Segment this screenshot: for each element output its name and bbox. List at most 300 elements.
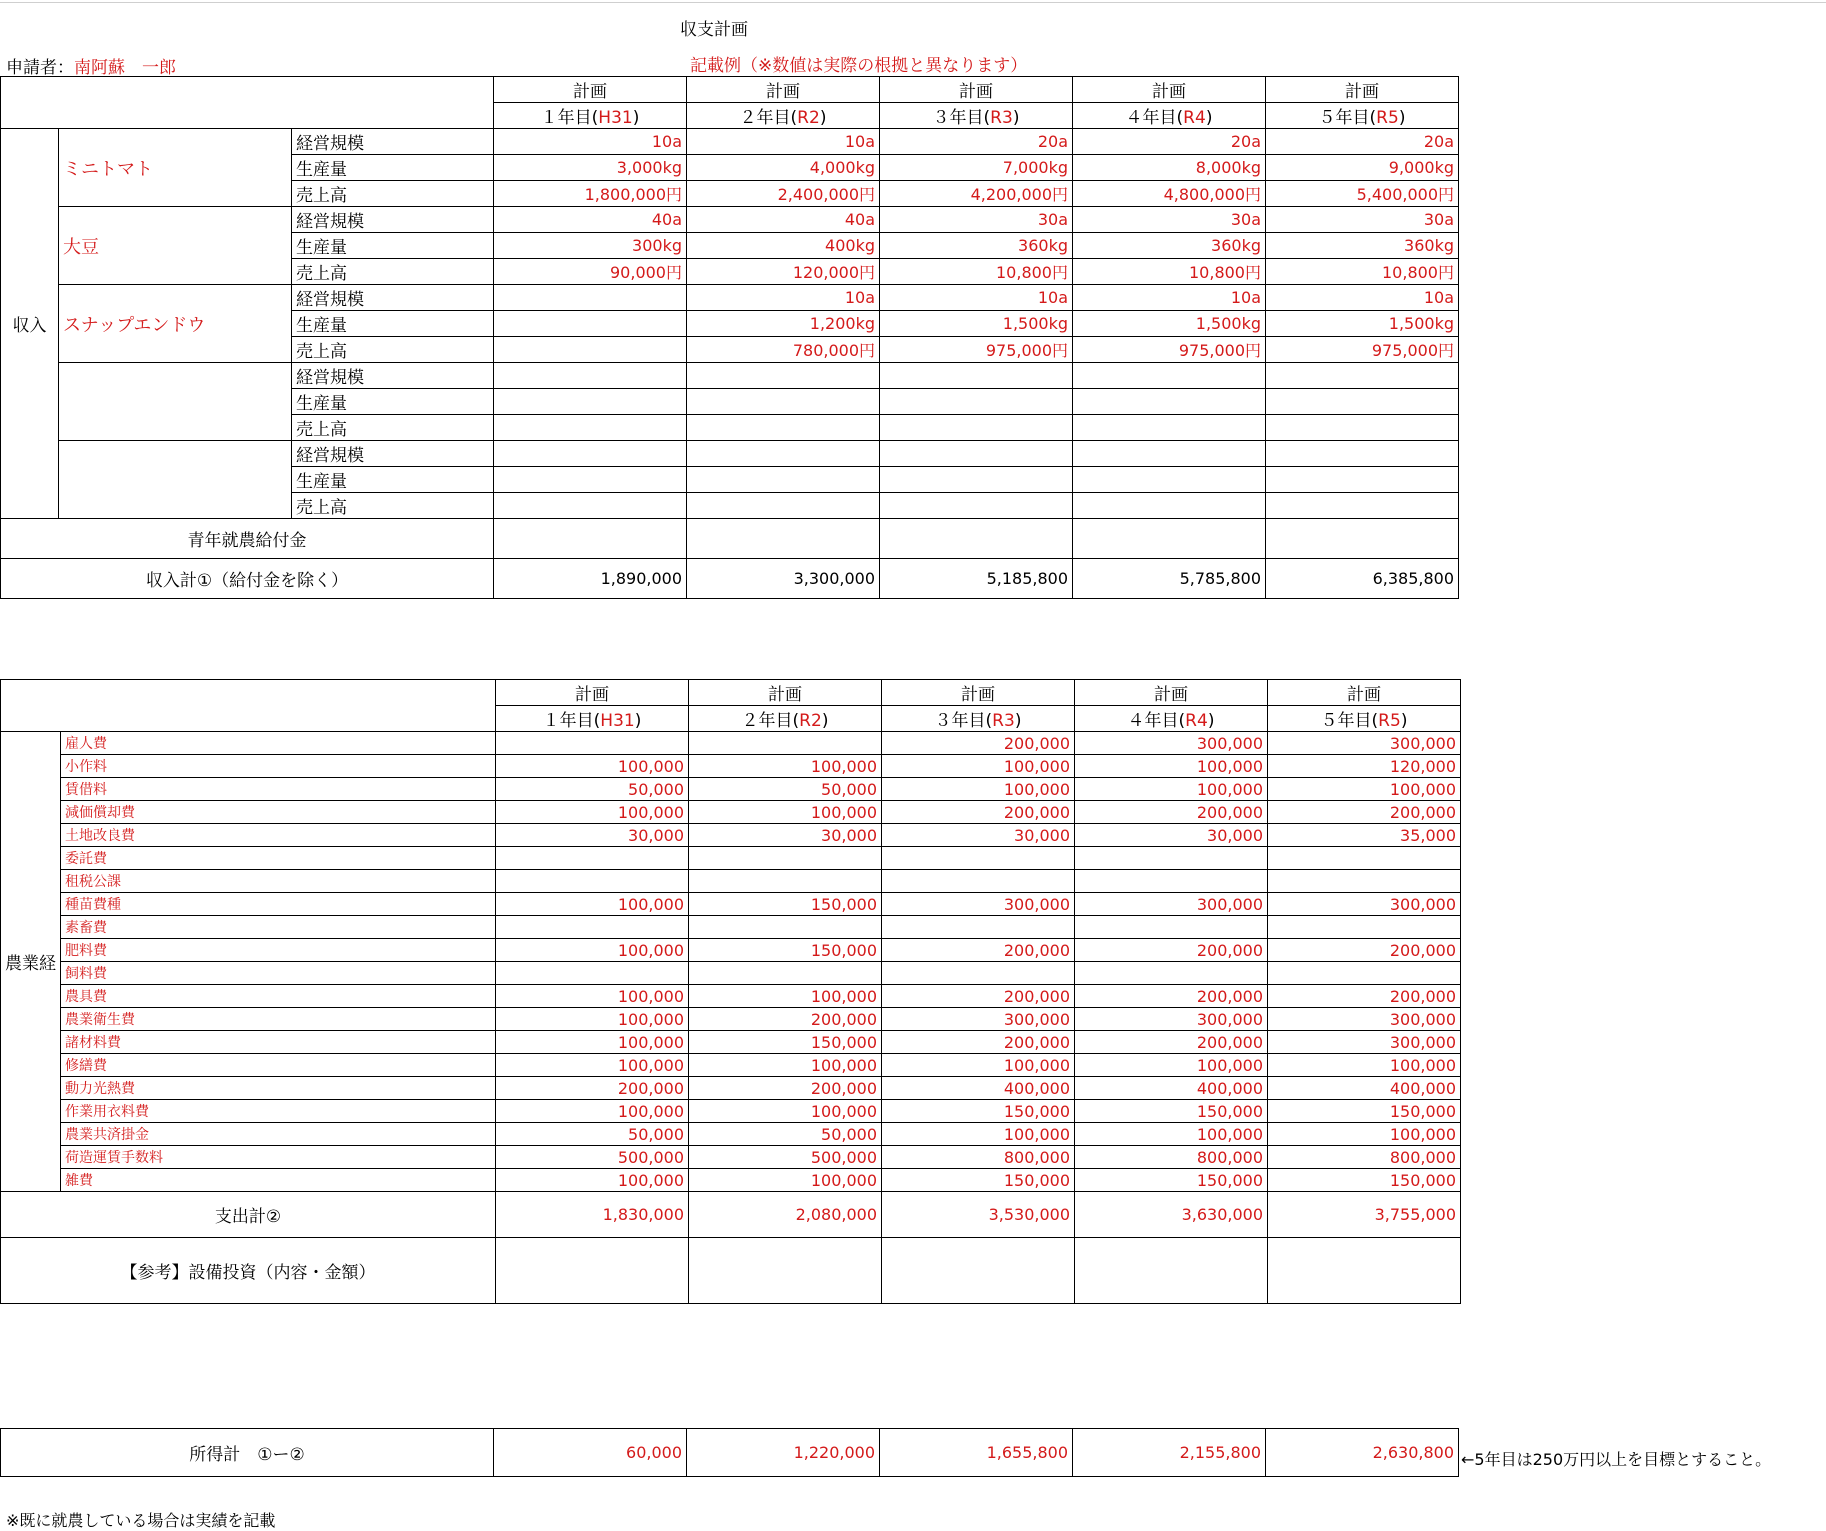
expense-item-value: 30,000: [496, 824, 689, 847]
income-plan-header: 計画: [880, 77, 1073, 103]
expense-year-header: [1268, 706, 1461, 732]
year-label-close: ): [1012, 108, 1020, 128]
expense-item-value: 200,000: [1268, 939, 1461, 962]
year-label: １年目(: [540, 108, 599, 128]
expense-item-label: 農業衛生費: [61, 1008, 496, 1031]
expense-item-value: 50,000: [689, 1123, 882, 1146]
crop-value: [880, 389, 1073, 415]
year-label-close: ): [819, 108, 827, 128]
expense-item-label: 土地改良費: [61, 824, 496, 847]
crop-value: 20a: [880, 129, 1073, 155]
expense-item-value: 100,000: [882, 778, 1075, 801]
crop-value: 3,000kg: [494, 155, 687, 181]
year-label-close: ): [632, 108, 640, 128]
crop-metric-label: 生産量: [292, 389, 494, 415]
crop-value: [494, 467, 687, 493]
expense-item-value: 200,000: [882, 801, 1075, 824]
crop-value: [880, 441, 1073, 467]
year-label: １年目(: [542, 711, 601, 731]
net-income-value: 2,630,800: [1266, 1429, 1459, 1477]
expense-item-value: 300,000: [882, 893, 1075, 916]
expense-item-value: 100,000: [496, 893, 689, 916]
expense-item-value: [689, 962, 882, 985]
crop-value: [687, 389, 880, 415]
expense-item-value: [496, 732, 689, 755]
expense-item-label: 作業用衣料費: [61, 1100, 496, 1123]
crop-value: [880, 363, 1073, 389]
expense-item-value: 100,000: [689, 1054, 882, 1077]
crop-value: 30a: [880, 207, 1073, 233]
investment-label: 【参考】設備投資（内容・金額）: [1, 1238, 496, 1304]
expense-item-value: 400,000: [1075, 1077, 1268, 1100]
expense-plan-header: 計画: [882, 680, 1075, 706]
expense-item-value: [689, 732, 882, 755]
net-income-value: 60,000: [494, 1429, 687, 1477]
crop-metric-label: 経営規模: [292, 285, 494, 311]
year-label: ２年目(: [739, 108, 798, 128]
crop-value: 40a: [494, 207, 687, 233]
year-label-close: ): [1014, 711, 1022, 731]
net-income-label: 所得計 ①ー②: [1, 1429, 494, 1477]
expense-item-label: 雇人費: [61, 732, 496, 755]
target-note: ←5年目は250万円以上を目標とすること。: [1461, 1450, 1772, 1469]
expense-table: [0, 679, 1461, 1304]
expense-item-value: 100,000: [496, 985, 689, 1008]
crop-value: 780,000円: [687, 337, 880, 363]
crop-value: [494, 311, 687, 337]
footnote: ※既に就農している場合は実績を記載: [6, 1511, 276, 1530]
expense-item-value: 100,000: [496, 755, 689, 778]
era-label: H31: [600, 711, 635, 731]
expense-item-value: 120,000: [1268, 755, 1461, 778]
expense-side-label: 農業経: [1, 732, 61, 1192]
expense-item-value: 150,000: [1075, 1100, 1268, 1123]
crop-value: [1266, 389, 1459, 415]
crop-value: [1266, 467, 1459, 493]
crop-value: 975,000円: [1266, 337, 1459, 363]
expense-item-value: 100,000: [689, 755, 882, 778]
crop-value: 10a: [494, 129, 687, 155]
expense-item-label: 租税公課: [61, 870, 496, 893]
crop-value: 10,800円: [1266, 259, 1459, 285]
crop-value: 2,400,000円: [687, 181, 880, 207]
expense-item-value: 300,000: [1268, 732, 1461, 755]
expense-item-value: 300,000: [1268, 1008, 1461, 1031]
expense-item-value: [1268, 916, 1461, 939]
crop-value: 975,000円: [1073, 337, 1266, 363]
expense-item-value: 500,000: [689, 1146, 882, 1169]
expense-item-value: [1075, 962, 1268, 985]
expense-item-value: 400,000: [882, 1077, 1075, 1100]
expense-item-label: 種苗費種: [61, 893, 496, 916]
crop-value: [494, 363, 687, 389]
expense-item-label: 飼料費: [61, 962, 496, 985]
era-label: R2: [797, 108, 820, 128]
expense-item-value: 100,000: [1075, 755, 1268, 778]
expense-item-value: 200,000: [1075, 1031, 1268, 1054]
crop-value: 360kg: [1266, 233, 1459, 259]
investment-value: [882, 1238, 1075, 1304]
crop-value: 10,800円: [880, 259, 1073, 285]
era-label: R5: [1378, 711, 1401, 731]
expense-item-value: 150,000: [689, 939, 882, 962]
expense-item-value: 100,000: [1075, 778, 1268, 801]
expense-item-value: 35,000: [1268, 824, 1461, 847]
subsidy-value: [880, 519, 1073, 559]
expense-item-label: 荷造運賃手数料: [61, 1146, 496, 1169]
expense-item-label: 農業共済掛金: [61, 1123, 496, 1146]
expense-plan-header: 計画: [496, 680, 689, 706]
crop-value: 5,400,000円: [1266, 181, 1459, 207]
expense-item-value: 150,000: [1075, 1169, 1268, 1192]
applicant-name: 南阿蘇 一郎: [74, 58, 176, 78]
crop-value: [880, 467, 1073, 493]
income-plan-header: 計画: [1266, 77, 1459, 103]
expense-total-value: 2,080,000: [689, 1192, 882, 1238]
subsidy-label: 青年就農給付金: [1, 519, 494, 559]
expense-item-value: 200,000: [1075, 939, 1268, 962]
crop-value: [1073, 363, 1266, 389]
income-total-value: 3,300,000: [687, 559, 880, 599]
year-label-close: ): [1205, 108, 1213, 128]
crop-value: [880, 493, 1073, 519]
era-label: R2: [799, 711, 822, 731]
crop-value: [1266, 415, 1459, 441]
crop-value: 4,800,000円: [1073, 181, 1266, 207]
crop-metric-label: 生産量: [292, 467, 494, 493]
expense-item-label: 雑費: [61, 1169, 496, 1192]
expense-item-value: 100,000: [689, 1100, 882, 1123]
crop-value: 10,800円: [1073, 259, 1266, 285]
expense-item-value: [1268, 962, 1461, 985]
expense-item-value: 100,000: [1268, 778, 1461, 801]
crop-value: [1073, 441, 1266, 467]
year-label: ３年目(: [932, 108, 991, 128]
crop-value: 300kg: [494, 233, 687, 259]
era-label: H31: [598, 108, 633, 128]
top-rule: [0, 2, 1826, 3]
crop-name: [59, 363, 292, 441]
crop-value: 7,000kg: [880, 155, 1073, 181]
crop-value: [494, 415, 687, 441]
crop-value: [687, 415, 880, 441]
expense-item-value: [882, 962, 1075, 985]
crop-value: 30a: [1266, 207, 1459, 233]
crop-name: [59, 441, 292, 519]
expense-item-value: 150,000: [1268, 1169, 1461, 1192]
expense-item-value: 300,000: [1268, 893, 1461, 916]
expense-item-value: 200,000: [1268, 985, 1461, 1008]
crop-value: [1266, 363, 1459, 389]
applicant-label: 申請者：: [6, 58, 74, 78]
expense-item-value: 800,000: [1075, 1146, 1268, 1169]
era-label: R4: [1185, 711, 1208, 731]
crop-value: [687, 493, 880, 519]
expense-year-header: [1075, 706, 1268, 732]
expense-item-value: 100,000: [882, 1054, 1075, 1077]
income-table: [0, 76, 1459, 599]
year-label: ３年目(: [934, 711, 993, 731]
crop-value: 975,000円: [880, 337, 1073, 363]
crop-metric-label: 生産量: [292, 233, 494, 259]
year-label: ４年目(: [1125, 108, 1184, 128]
expense-item-label: 農具費: [61, 985, 496, 1008]
expense-item-value: [689, 870, 882, 893]
investment-value: [689, 1238, 882, 1304]
example-note: 記載例（※数値は実際の根拠と異なります）: [690, 56, 1028, 76]
expense-item-value: 50,000: [496, 778, 689, 801]
crop-value: [880, 415, 1073, 441]
net-income-value: 2,155,800: [1073, 1429, 1266, 1477]
crop-metric-label: 売上高: [292, 337, 494, 363]
net-income-value: 1,655,800: [880, 1429, 1073, 1477]
crop-value: 360kg: [1073, 233, 1266, 259]
expense-item-value: 100,000: [496, 1169, 689, 1192]
crop-metric-label: 生産量: [292, 311, 494, 337]
subsidy-value: [1073, 519, 1266, 559]
expense-item-value: 200,000: [689, 1008, 882, 1031]
income-total-value: 1,890,000: [494, 559, 687, 599]
crop-value: 4,200,000円: [880, 181, 1073, 207]
subsidy-value: [494, 519, 687, 559]
expense-item-label: 動力光熱費: [61, 1077, 496, 1100]
expense-item-value: 800,000: [882, 1146, 1075, 1169]
subsidy-value: [687, 519, 880, 559]
expense-item-value: 200,000: [882, 939, 1075, 962]
year-label-close: ): [1400, 711, 1408, 731]
income-plan-header: 計画: [687, 77, 880, 103]
crop-value: [494, 493, 687, 519]
expense-item-value: 30,000: [882, 824, 1075, 847]
expense-item-value: 100,000: [882, 1123, 1075, 1146]
expense-total-value: 3,530,000: [882, 1192, 1075, 1238]
expense-item-value: [1075, 870, 1268, 893]
expense-item-value: 200,000: [1268, 801, 1461, 824]
crop-value: 1,500kg: [880, 311, 1073, 337]
expense-item-value: 800,000: [1268, 1146, 1461, 1169]
expense-item-value: 100,000: [496, 801, 689, 824]
crop-value: 10a: [687, 285, 880, 311]
crop-value: 20a: [1266, 129, 1459, 155]
expense-item-value: 30,000: [689, 824, 882, 847]
crop-value: [494, 337, 687, 363]
expense-item-label: 肥料費: [61, 939, 496, 962]
year-label-close: ): [821, 711, 829, 731]
income-year-header: [1073, 103, 1266, 129]
expense-item-label: 賃借料: [61, 778, 496, 801]
expense-item-value: [882, 847, 1075, 870]
year-label: ４年目(: [1127, 711, 1186, 731]
crop-value: [687, 441, 880, 467]
expense-item-label: 素畜費: [61, 916, 496, 939]
expense-plan-header: 計画: [1075, 680, 1268, 706]
expense-item-value: 300,000: [1075, 893, 1268, 916]
investment-value: [1268, 1238, 1461, 1304]
crop-value: [687, 467, 880, 493]
year-label: ５年目(: [1320, 711, 1379, 731]
crop-value: 360kg: [880, 233, 1073, 259]
investment-value: [1075, 1238, 1268, 1304]
income-plan-header: 計画: [494, 77, 687, 103]
crop-name: スナップエンドウ: [59, 285, 292, 363]
crop-metric-label: 生産量: [292, 155, 494, 181]
expense-item-value: 500,000: [496, 1146, 689, 1169]
crop-value: 20a: [1073, 129, 1266, 155]
income-total-label: 収入計①（給付金を除く）: [1, 559, 494, 599]
expense-item-value: 100,000: [496, 1008, 689, 1031]
crop-metric-label: 経営規模: [292, 129, 494, 155]
expense-item-value: 150,000: [1268, 1100, 1461, 1123]
expense-item-value: 150,000: [882, 1169, 1075, 1192]
expense-item-value: 400,000: [1268, 1077, 1461, 1100]
crop-name: 大豆: [59, 207, 292, 285]
expense-item-value: 200,000: [689, 1077, 882, 1100]
expense-item-value: [689, 847, 882, 870]
expense-item-value: 300,000: [1268, 1031, 1461, 1054]
expense-item-value: [1268, 870, 1461, 893]
expense-year-header: [689, 706, 882, 732]
expense-item-value: 150,000: [689, 1031, 882, 1054]
expense-item-value: [496, 870, 689, 893]
crop-value: 1,500kg: [1073, 311, 1266, 337]
crop-value: [494, 285, 687, 311]
year-label: ５年目(: [1318, 108, 1377, 128]
income-side-label: 収入: [1, 129, 59, 519]
income-year-header: [1266, 103, 1459, 129]
era-label: R4: [1183, 108, 1206, 128]
income-plan-header: 計画: [1073, 77, 1266, 103]
crop-value: 10a: [687, 129, 880, 155]
crop-metric-label: 売上高: [292, 259, 494, 285]
income-header-blank: [1, 77, 494, 129]
expense-item-value: [882, 916, 1075, 939]
year-label: ２年目(: [741, 711, 800, 731]
crop-value: 10a: [1073, 285, 1266, 311]
era-label: R5: [1376, 108, 1399, 128]
expense-item-value: [882, 870, 1075, 893]
expense-item-value: 200,000: [882, 985, 1075, 1008]
expense-item-value: 50,000: [689, 778, 882, 801]
income-year-header: [494, 103, 687, 129]
expense-item-value: 300,000: [1075, 1008, 1268, 1031]
expense-item-value: 100,000: [882, 755, 1075, 778]
crop-name: ミニトマト: [59, 129, 292, 207]
expense-item-value: 100,000: [1268, 1123, 1461, 1146]
crop-value: 400kg: [687, 233, 880, 259]
crop-value: [1266, 493, 1459, 519]
crop-value: 9,000kg: [1266, 155, 1459, 181]
expense-item-value: [496, 847, 689, 870]
expense-item-value: 200,000: [1075, 985, 1268, 1008]
crop-value: [494, 389, 687, 415]
crop-value: [1073, 467, 1266, 493]
applicant: [6, 53, 176, 78]
expense-total-value: 3,630,000: [1075, 1192, 1268, 1238]
net-income-value: 1,220,000: [687, 1429, 880, 1477]
investment-value: [496, 1238, 689, 1304]
subsidy-value: [1266, 519, 1459, 559]
era-label: R3: [992, 711, 1015, 731]
expense-year-header: [882, 706, 1075, 732]
expense-item-label: 小作料: [61, 755, 496, 778]
income-year-header: [880, 103, 1073, 129]
expense-item-value: 150,000: [882, 1100, 1075, 1123]
expense-item-value: [496, 916, 689, 939]
crop-metric-label: 売上高: [292, 415, 494, 441]
crop-value: 1,800,000円: [494, 181, 687, 207]
expense-item-value: 200,000: [496, 1077, 689, 1100]
expense-item-value: 100,000: [496, 1031, 689, 1054]
crop-metric-label: 売上高: [292, 181, 494, 207]
crop-metric-label: 経営規模: [292, 441, 494, 467]
crop-value: 10a: [880, 285, 1073, 311]
income-total-value: 6,385,800: [1266, 559, 1459, 599]
crop-metric-label: 経営規模: [292, 363, 494, 389]
crop-value: [1266, 441, 1459, 467]
expense-item-value: 100,000: [496, 939, 689, 962]
era-label: R3: [990, 108, 1013, 128]
expense-item-value: [496, 962, 689, 985]
expense-item-label: 修繕費: [61, 1054, 496, 1077]
expense-item-value: 100,000: [496, 1054, 689, 1077]
crop-value: 8,000kg: [1073, 155, 1266, 181]
expense-total-value: 1,830,000: [496, 1192, 689, 1238]
expense-item-value: 100,000: [689, 801, 882, 824]
crop-value: 40a: [687, 207, 880, 233]
year-label-close: ): [1398, 108, 1406, 128]
crop-value: 1,200kg: [687, 311, 880, 337]
expense-item-value: 300,000: [1075, 732, 1268, 755]
crop-value: [494, 441, 687, 467]
expense-item-value: 100,000: [496, 1100, 689, 1123]
crop-value: [1073, 415, 1266, 441]
crop-value: 4,000kg: [687, 155, 880, 181]
expense-item-value: 200,000: [882, 1031, 1075, 1054]
crop-metric-label: 売上高: [292, 493, 494, 519]
income-total-value: 5,185,800: [880, 559, 1073, 599]
year-label-close: ): [1207, 711, 1215, 731]
expense-header-blank: [1, 680, 496, 732]
expense-item-value: 100,000: [689, 985, 882, 1008]
expense-plan-header: 計画: [689, 680, 882, 706]
expense-item-value: 150,000: [689, 893, 882, 916]
expense-item-value: [1075, 847, 1268, 870]
expense-item-value: [1268, 847, 1461, 870]
income-total-value: 5,785,800: [1073, 559, 1266, 599]
expense-item-value: 100,000: [689, 1169, 882, 1192]
expense-item-label: 諸材料費: [61, 1031, 496, 1054]
expense-item-value: [1075, 916, 1268, 939]
expense-item-label: 減価償却費: [61, 801, 496, 824]
year-label-close: ): [634, 711, 642, 731]
expense-item-value: 200,000: [1075, 801, 1268, 824]
expense-item-value: 200,000: [882, 732, 1075, 755]
expense-item-label: 委託費: [61, 847, 496, 870]
expense-item-value: 100,000: [1268, 1054, 1461, 1077]
expense-item-value: 50,000: [496, 1123, 689, 1146]
crop-value: [1073, 493, 1266, 519]
expense-total-value: 3,755,000: [1268, 1192, 1461, 1238]
expense-year-header: [496, 706, 689, 732]
crop-value: [1073, 389, 1266, 415]
crop-value: 10a: [1266, 285, 1459, 311]
net-income-table: [0, 1428, 1459, 1477]
crop-metric-label: 経営規模: [292, 207, 494, 233]
expense-total-label: 支出計②: [1, 1192, 496, 1238]
crop-value: [687, 363, 880, 389]
income-year-header: [687, 103, 880, 129]
crop-value: 90,000円: [494, 259, 687, 285]
